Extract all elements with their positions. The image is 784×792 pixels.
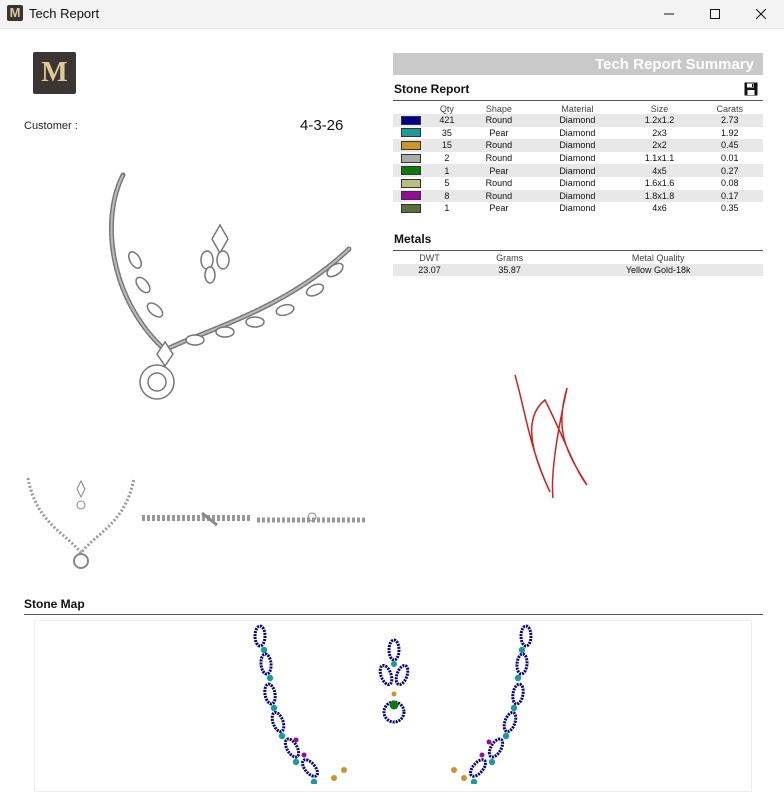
stone-shape: Round — [485, 178, 513, 189]
stone-row — [393, 114, 763, 127]
stone-color-cell — [393, 114, 428, 127]
stone-size: 4x5 — [622, 164, 696, 177]
necklace-render — [95, 160, 365, 410]
signature-drawing — [505, 370, 595, 500]
stone-map-stone — [302, 753, 307, 758]
col-shape: Shape — [485, 103, 512, 114]
thumbnail-top-view[interactable] — [257, 473, 367, 573]
col-grams: Grams — [496, 253, 524, 263]
stone-qty: 1 — [428, 164, 466, 177]
stone-qty: 5 — [444, 178, 450, 189]
stone-carats: 0.17 — [697, 190, 764, 203]
stone-carats: 0.35 — [720, 203, 739, 214]
stone-qty: 8 — [428, 190, 466, 203]
stone-carats: 0.45 — [697, 139, 764, 152]
col-dwt: DWT — [419, 253, 440, 263]
stone-size: 1.2x1.2 — [622, 114, 696, 127]
stone-map-stone — [271, 705, 277, 711]
stone-row — [393, 139, 763, 152]
stone-map-cluster — [511, 683, 524, 704]
close-button[interactable] — [738, 0, 784, 28]
report-date: 4-3-26 — [300, 117, 344, 134]
stone-material: Diamond — [559, 127, 596, 138]
stone-carats: 0.27 — [697, 164, 764, 177]
stone-map-cluster — [270, 711, 286, 733]
metal-grams: 35.87 — [466, 264, 553, 276]
summary-title: Tech Report Summary — [595, 56, 754, 73]
stone-material: Diamond — [532, 190, 622, 203]
stone-map-stone — [471, 779, 477, 784]
stone-qty: 421 — [428, 114, 466, 127]
stone-color-swatch — [401, 154, 421, 163]
stone-map-stone — [293, 759, 299, 765]
maximize-icon — [710, 9, 720, 19]
stone-report-divider — [393, 100, 763, 101]
stone-color-swatch — [401, 141, 421, 150]
stone-material: Diamond — [559, 203, 596, 214]
stone-map-stone — [519, 647, 525, 653]
stone-size: 4x6 — [652, 203, 667, 214]
stone-size: 2x2 — [622, 139, 696, 152]
stone-color-cell — [393, 139, 428, 152]
maximize-button[interactable] — [692, 0, 738, 28]
stone-map — [34, 620, 750, 784]
stone-color-swatch — [401, 128, 421, 137]
metals-title: Metals — [394, 232, 432, 246]
stone-color-swatch — [401, 179, 421, 188]
stone-color-cell — [393, 190, 428, 203]
window-title: Tech Report — [29, 6, 100, 21]
stone-map-stone — [461, 775, 467, 781]
customer-label: Customer : — [24, 120, 78, 132]
stone-carats: 2.73 — [697, 114, 764, 127]
stone-map-stone — [391, 661, 397, 667]
stone-map-stone — [341, 767, 347, 773]
stone-map-stone — [503, 733, 509, 739]
stone-shape: Round — [466, 190, 533, 203]
stone-map-cluster — [255, 626, 265, 646]
stone-row — [393, 190, 763, 203]
stone-size: 1.6x1.6 — [644, 178, 675, 189]
stone-map-title: Stone Map — [24, 597, 85, 611]
stone-map-cluster — [521, 626, 531, 646]
close-icon — [756, 9, 766, 19]
stone-map-cluster — [378, 664, 394, 686]
stone-map-cluster — [394, 664, 410, 686]
metal-quality: Yellow Gold-18k — [553, 264, 763, 276]
col-qty: Qty — [439, 103, 454, 114]
stone-map-cluster — [516, 654, 528, 675]
stone-shape: Pear — [489, 127, 509, 138]
thumbnail-side-view[interactable] — [142, 473, 252, 573]
stone-color-swatch — [401, 166, 421, 175]
col-carats: Carats — [716, 103, 743, 114]
stone-map-stone — [392, 692, 397, 697]
stone-material: Diamond — [559, 153, 596, 164]
thumbnail-front-view[interactable] — [26, 473, 136, 573]
stone-qty: 15 — [428, 139, 466, 152]
logo-letter: M — [41, 57, 68, 88]
stone-map-stone — [279, 733, 285, 739]
stone-map-divider — [24, 614, 763, 615]
stone-shape: Pear — [466, 164, 533, 177]
metals-table — [393, 252, 763, 276]
stone-row — [393, 202, 763, 215]
stone-color-cell — [393, 164, 428, 177]
stone-shape: Pear — [489, 203, 509, 214]
stone-size: 1.8x1.8 — [622, 190, 696, 203]
stone-map-stone — [489, 759, 495, 765]
stone-color-cell — [393, 202, 428, 215]
metal-dwt: 23.07 — [393, 264, 466, 276]
stone-shape: Round — [485, 153, 513, 164]
stone-map-stone — [331, 775, 337, 781]
stone-material: Diamond — [532, 164, 622, 177]
company-logo — [33, 52, 76, 94]
stone-color-swatch — [401, 116, 421, 125]
stone-color-swatch — [401, 204, 421, 213]
stone-carats: 1.92 — [720, 127, 739, 138]
stone-shape: Round — [466, 139, 533, 152]
stone-report-title: Stone Report — [394, 82, 470, 96]
stone-map-cluster — [283, 737, 302, 759]
stone-map-stone — [487, 740, 492, 745]
stone-qty: 2 — [444, 153, 450, 164]
stone-row — [393, 164, 763, 177]
stone-material: Diamond — [559, 178, 596, 189]
stone-qty: 35 — [441, 127, 452, 138]
stone-map-stone — [311, 779, 317, 784]
metals-divider — [393, 250, 763, 251]
stone-map-stone — [261, 647, 267, 653]
stone-map-cluster — [300, 757, 321, 779]
col-size: Size — [650, 103, 669, 114]
stone-table — [393, 103, 763, 215]
stone-map-cluster — [389, 640, 399, 660]
stone-map-stone — [451, 767, 457, 773]
stone-map-stone — [267, 675, 273, 681]
stone-map-stone — [480, 753, 485, 758]
stone-carats: 0.01 — [720, 153, 739, 164]
metals-row — [393, 264, 763, 276]
col-metal-quality: Metal Quality — [631, 253, 685, 263]
stone-color-cell — [393, 177, 428, 190]
stone-map-stone — [390, 701, 399, 710]
stone-carats: 0.08 — [720, 178, 739, 189]
stone-size: 2x3 — [652, 127, 667, 138]
save-icon[interactable] — [744, 82, 758, 96]
minimize-button[interactable] — [646, 0, 692, 28]
stone-color-cell — [393, 127, 428, 140]
stone-size: 1.1x1.1 — [644, 153, 675, 164]
stone-map-stone — [515, 675, 521, 681]
stone-color-swatch — [401, 191, 421, 200]
stone-shape: Round — [466, 114, 533, 127]
stone-material: Diamond — [532, 114, 622, 127]
col-material: Material — [561, 103, 594, 114]
stone-row — [393, 152, 763, 165]
stone-map-stone — [511, 705, 517, 711]
stone-map-cluster — [502, 711, 518, 733]
stone-map-stone — [294, 738, 299, 743]
stone-color-cell — [393, 152, 428, 165]
app-icon: M — [7, 5, 23, 21]
stone-row — [393, 127, 763, 140]
title-bar — [0, 0, 784, 29]
summary-header — [393, 53, 763, 75]
stone-map-cluster — [468, 757, 489, 779]
stone-qty: 1 — [444, 203, 450, 214]
stone-map-cluster — [260, 654, 272, 675]
stone-map-cluster — [263, 683, 276, 704]
minimize-icon — [664, 9, 674, 19]
stone-row — [393, 177, 763, 190]
stone-material: Diamond — [532, 139, 622, 152]
